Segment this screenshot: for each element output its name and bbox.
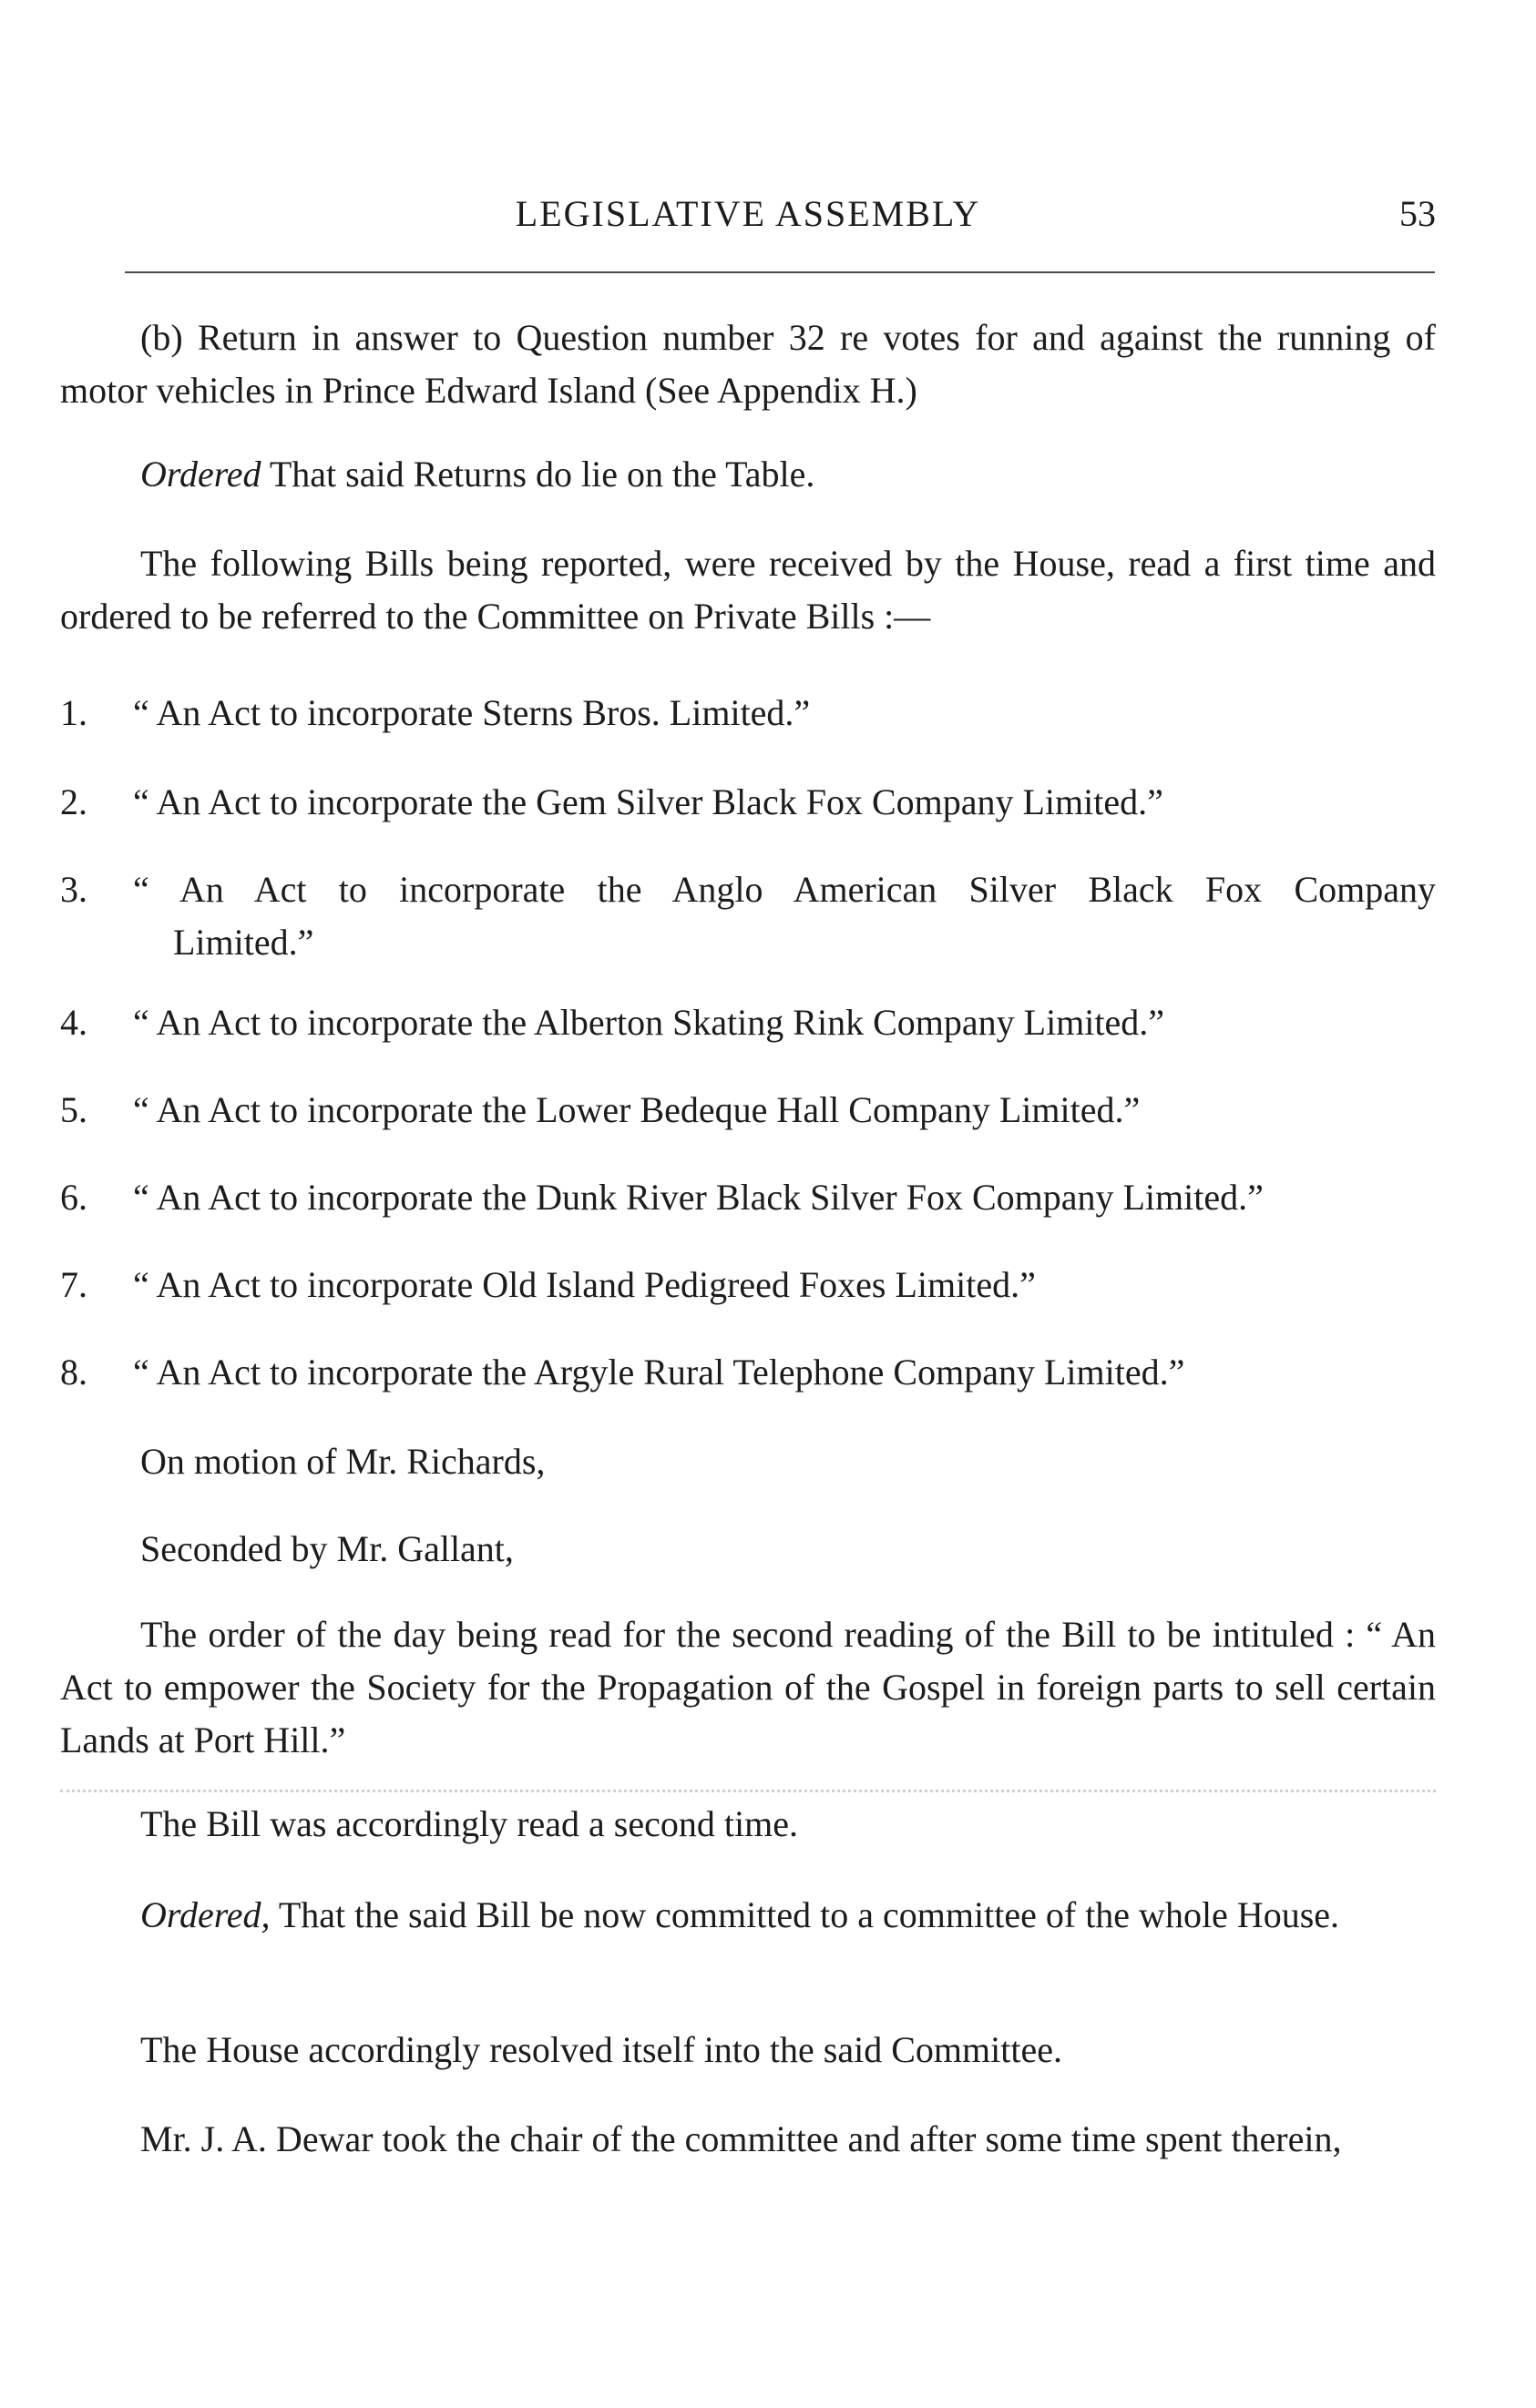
bill-number: 8. — [60, 1352, 87, 1393]
bill-number: 6. — [60, 1177, 87, 1218]
motion-seconder: Seconded by Mr. Gallant, — [140, 1528, 514, 1569]
bill-item — [60, 776, 1436, 829]
ordered-label: Ordered, — [140, 1894, 271, 1935]
bill-title-continued: Limited.” — [173, 922, 314, 963]
bill-number: 2. — [60, 781, 87, 822]
bill-item — [60, 863, 1436, 969]
paragraph-chair: Mr. J. A. Dewar took the chair of the committee and after some time spent therein, — [140, 2118, 1342, 2159]
dotted-divider — [60, 1790, 1436, 1792]
bill-title: “ An Act to incorporate the Lower Bedeque Hall Company Limited.” — [133, 1089, 1141, 1130]
bill-title: “ An Act to incorporate Sterns Bros. Limited.” — [133, 692, 811, 733]
paragraph-return-b: (b) Return in answer to Question number 32 re votes for and against the running of motor vehicles in Prince Edward Island (See Appendix H.) — [60, 317, 1436, 411]
bill-title: “ An Act to incorporate the Anglo American Silver Black Fox Company — [133, 869, 1436, 910]
ordered-label: Ordered — [140, 454, 261, 495]
bill-number: 7. — [60, 1264, 87, 1305]
motion-mover: On motion of Mr. Richards, — [140, 1441, 546, 1482]
header-title: LEGISLATIVE ASSEMBLY — [515, 193, 981, 234]
paragraph-order-of-day: The order of the day being read for the second reading of the Bill to be intituled : “ An Act to empower the Society for the Propagation of the Gospel in foreign parts to sell certain Lands at Port Hill.” — [60, 1614, 1436, 1760]
bill-number: 3. — [60, 869, 87, 910]
bill-item — [60, 687, 1436, 740]
paragraph-bills-intro: The following Bills being reported, were received by the House, read a first time and ordered to be referred to the Committee on Private Bills :— — [60, 543, 1436, 637]
header-rule — [125, 271, 1435, 273]
bill-title: “ An Act to incorporate the Gem Silver Black Fox Company Limited.” — [133, 781, 1163, 822]
bill-item — [60, 1171, 1436, 1224]
bill-number: 4. — [60, 1002, 87, 1043]
bill-item — [60, 1346, 1436, 1399]
bill-title: “ An Act to incorporate the Dunk River Black Silver Fox Company Limited.” — [133, 1177, 1264, 1218]
bill-number: 5. — [60, 1089, 87, 1130]
paragraph-second-reading: The Bill was accordingly read a second time. — [140, 1803, 798, 1844]
bill-item — [60, 996, 1436, 1049]
paragraph-resolved: The House accordingly resolved itself into the said Committee. — [140, 2029, 1062, 2070]
paragraph-ordered-returns — [60, 448, 1436, 501]
paragraph-ordered-committed — [60, 1889, 1436, 1942]
ordered-text: That the said Bill be now committed to a committee of the whole House. — [270, 1894, 1340, 1935]
bill-title: “ An Act to incorporate Old Island Pedigreed Foxes Limited.” — [133, 1264, 1036, 1305]
page-number: 53 — [1399, 193, 1436, 234]
page-header — [60, 187, 1436, 241]
bill-number: 1. — [60, 692, 87, 733]
ordered-text: That said Returns do lie on the Table. — [261, 454, 815, 495]
bill-item — [60, 1259, 1436, 1311]
bill-title: “ An Act to incorporate the Argyle Rural Telephone Company Limited.” — [133, 1352, 1185, 1393]
bill-title: “ An Act to incorporate the Alberton Skating Rink Company Limited.” — [133, 1002, 1165, 1043]
bill-item — [60, 1084, 1436, 1137]
